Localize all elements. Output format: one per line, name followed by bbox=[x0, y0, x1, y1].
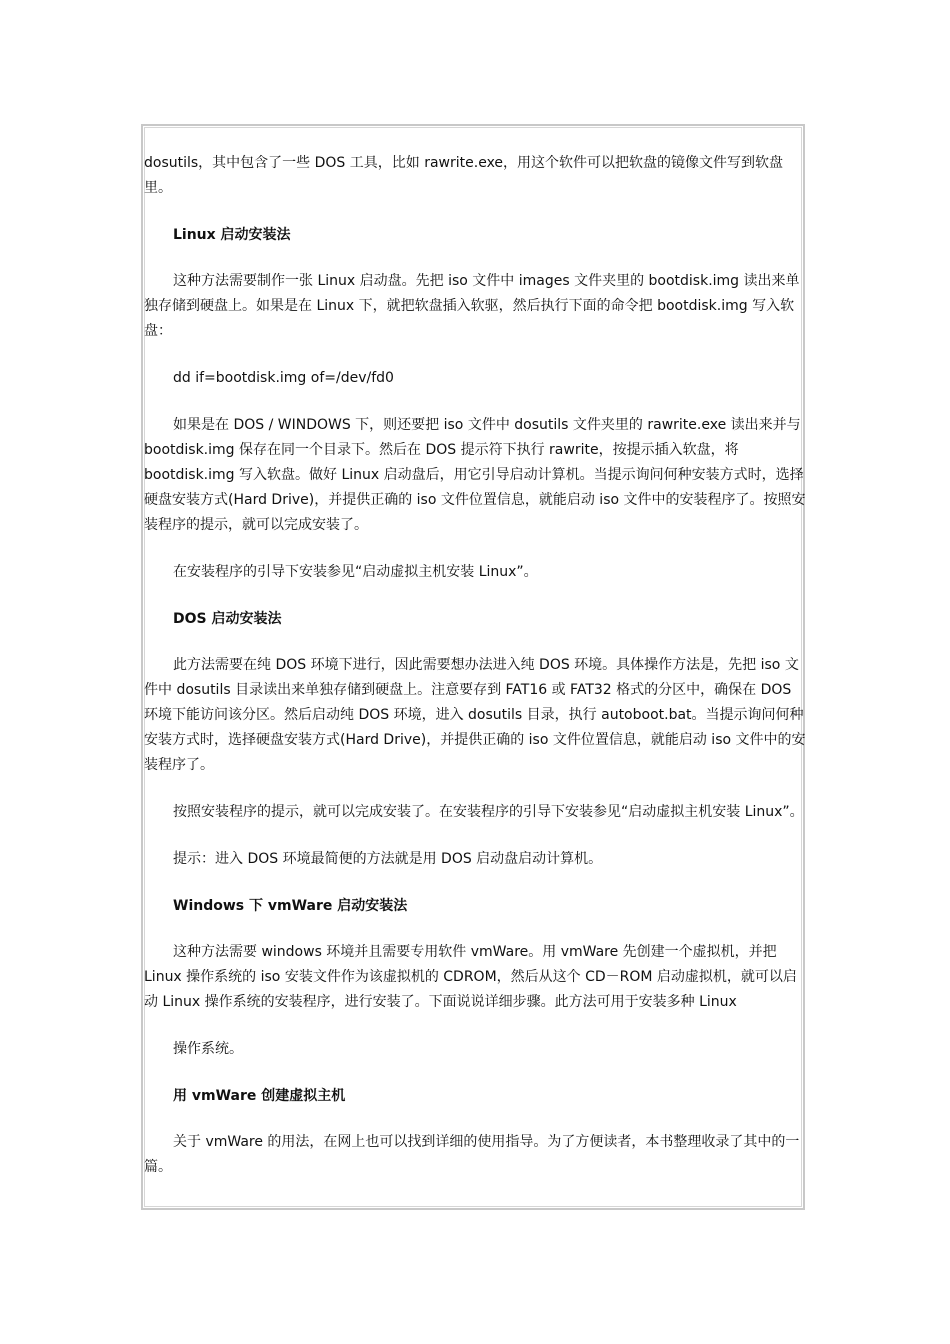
paragraph: 在安装程序的引导下安装参见“启动虚拟主机安装 Linux”。 bbox=[173, 564, 538, 580]
tip-paragraph: 提示：进入 DOS 环境最简便的方法就是用 DOS 启动盘启动计算机。 bbox=[173, 851, 603, 867]
section-heading: DOS 启动安装法 bbox=[173, 611, 282, 627]
document-body bbox=[144, 151, 808, 1202]
section-heading: Linux 启动安装法 bbox=[173, 227, 291, 243]
paragraph: 关于 vmWare 的用法，在网上也可以找到详细的使用指导。为了方便读者，本书整理收录了其中的一篇。 bbox=[144, 1134, 800, 1175]
section-heading: Windows 下 vmWare 启动安装法 bbox=[173, 898, 408, 914]
paragraph: 这种方法需要制作一张 Linux 启动盘。先把 iso 文件中 images 文件夹里的 bootdisk.img 读出来单独存储到硬盘上。如果是在 Linux 下，就把软盘插入软驱，然后执行下面的命令把 bootdisk.img 写入软盘： bbox=[144, 273, 800, 339]
paragraph: 操作系统。 bbox=[173, 1041, 243, 1057]
paragraph: 按照安装程序的提示，就可以完成安装了。在安装程序的引导下安装参见“启动虚拟主机安装 Linux”。 bbox=[173, 804, 804, 820]
paragraph: 此方法需要在纯 DOS 环境下进行，因此需要想办法进入纯 DOS 环境。具体操作方法是，先把 iso 文件中 dosutils 目录读出来单独存储到硬盘上。注意要存到 FAT16 或 FAT32 格式的分区中，确保在 DOS 环境下能访问该分区。然后启动纯 DOS 环境，进入 dosutils 目录，执行 autoboot.bat。当提示询问何种安装方式时，选择硬盘安装方式(Hard Drive)，并提供正确的 iso 文件位置信息，就能启动 iso 文件中的安装程序了。 bbox=[144, 657, 806, 773]
paragraph: dosutils，其中包含了一些 DOS 工具，比如 rawrite.exe，用这个软件可以把软盘的镜像文件写到软盘里。 bbox=[144, 155, 784, 196]
paragraph: 如果是在 DOS / WINDOWS 下，则还要把 iso 文件中 dosutils 文件夹里的 rawrite.exe 读出来并与 bootdisk.img 保存在同一个目录下。然后在 DOS 提示符下执行 rawrite，按提示插入软盘，将 bootdisk.img 写入软盘。做好 Linux 启动盘后，用它引导启动计算机。当提示询问何种安装方式时，选择硬盘安装方式(Hard Drive)，并提供正确的 iso 文件位置信息，就能启动 iso 文件中的安装程序了。按照安装程序的提示，就可以完成安装了。 bbox=[144, 417, 806, 533]
code-line: dd if=bootdisk.img of=/dev/fd0 bbox=[173, 370, 394, 386]
paragraph: 这种方法需要 windows 环境并且需要专用软件 vmWare。用 vmWare 先创建一个虚拟机，并把 Linux 操作系统的 iso 安装文件作为该虚拟机的 CDROM，然后从这个 CD－ROM 启动虚拟机，就可以启动 Linux 操作系统的安装程序，进行安装了。下面说说详细步骤。此方法可用于安装多种 Linux bbox=[144, 944, 797, 1010]
section-heading: 用 vmWare 创建虚拟主机 bbox=[173, 1088, 346, 1104]
